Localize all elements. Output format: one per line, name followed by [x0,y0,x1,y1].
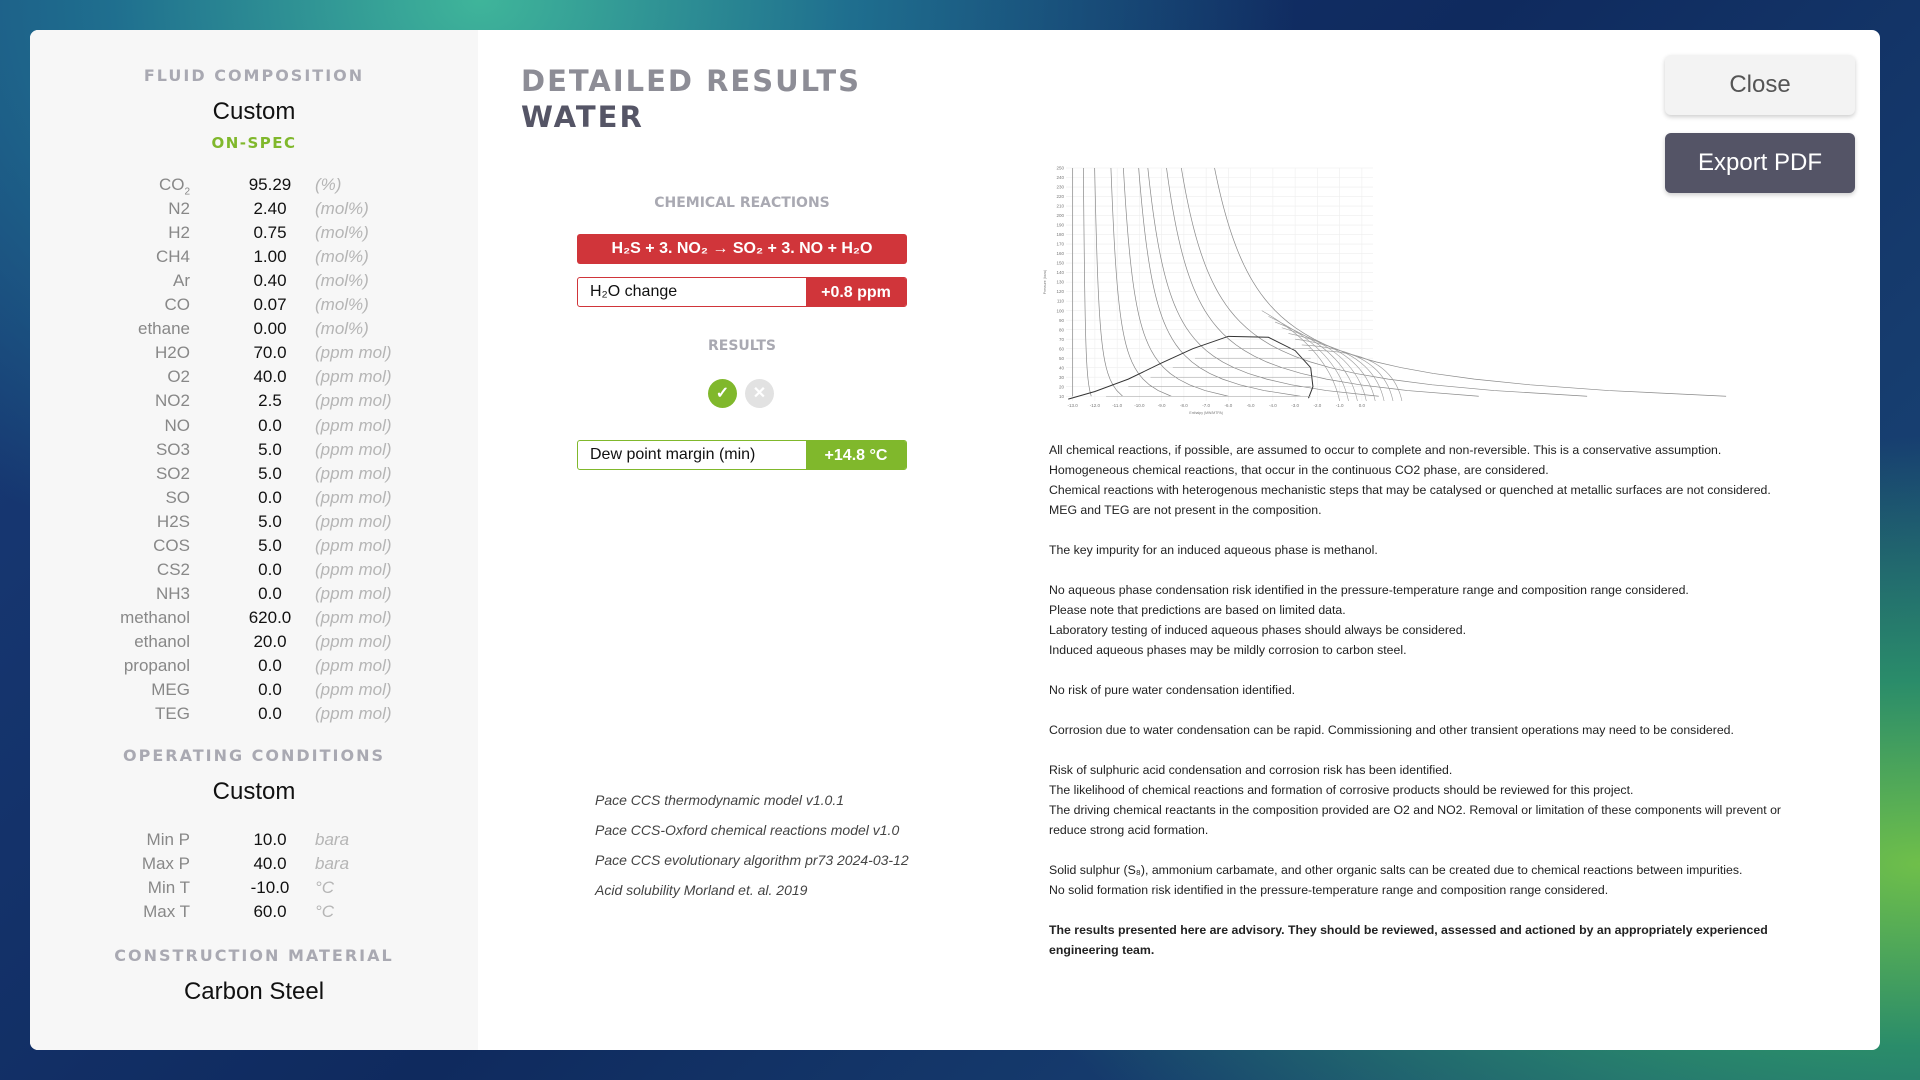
x-tick-label: -3.0 [1291,403,1300,408]
component-name: H2S [156,511,190,531]
y-tick-label: 80 [1058,327,1064,333]
component-label [165,416,191,436]
note-line: Chemical reactions with heterogenous mechanistic steps that may be catalysed or quenched at metallic surfaces are not considered. [1049,483,1771,497]
component-unit: (ppm mol) [315,391,392,411]
condition-label: Max T [143,902,190,922]
note-line: Induced aqueous phases may be mildly corrosion to carbon steel. [1049,643,1407,657]
component-value: 620.0 [248,607,292,627]
y-tick-label: 70 [1058,336,1064,342]
component-unit: (ppm mol) [315,559,392,579]
component-name: TEG [155,704,190,724]
component-name: O2 [167,367,190,387]
component-name: ethane [138,319,190,339]
component-unit: (ppm mol) [315,463,392,483]
component-name: propanol [123,656,190,675]
y-tick-label: 40 [1058,365,1064,371]
note-line: Homogeneous chemical reactions, that occur in the continuous CO2 phase, are considered. [1049,463,1549,477]
dew-point-row [577,440,907,470]
component-unit: (ppm mol) [315,343,392,363]
composition-row [30,560,478,584]
component-unit: (mol%) [315,295,369,315]
note-line: Corrosion due to water condensation can be rapid. Commissioning and other transient operations may need to be considered. [1049,723,1734,737]
component-name: MEG [151,680,190,700]
component-value: 0.0 [258,656,282,675]
composition-row [30,488,478,512]
x-tick-label: -4.0 [1269,403,1277,408]
component-value: 40.0 [253,367,287,387]
y-tick-label: 190 [1056,222,1064,228]
subscript: 2 [184,186,190,198]
component-name: ethanol [134,631,190,651]
inputs-panel [30,30,478,1050]
page-title: DETAILED RESULTS [521,64,862,98]
component-unit: (ppm mol) [315,607,392,627]
note-line: Risk of sulphuric acid condensation and corrosion risk has been identified. [1049,763,1453,777]
component-label [155,343,190,363]
component-value: 20.0 [253,631,287,651]
component-name: CS2 [156,559,190,579]
component-unit: (%) [315,175,342,194]
component-name: CH4 [155,247,190,267]
component-value: 2.5 [258,391,282,411]
y-tick-label: 140 [1056,270,1064,276]
component-label [124,656,190,676]
condition-value: 10.0 [253,830,287,849]
x-tick-label: -6.0 [1224,403,1233,408]
x-tick-label: -13.0 [1067,403,1078,408]
component-unit: (ppm mol) [315,511,392,531]
component-unit: (ppm mol) [315,367,392,387]
component-value: 70.0 [253,343,287,363]
component-value: 2.40 [253,199,287,219]
component-label [151,680,190,700]
composition-row [30,536,478,560]
component-unit: (ppm mol) [315,439,392,459]
note-line: MEG and TEG are not present in the composition. [1049,503,1322,517]
component-name: Ar [173,271,190,291]
y-tick-label: 130 [1056,279,1064,285]
y-tick-label: 200 [1056,213,1064,219]
reference: Pace CCS evolutionary algorithm pr73 2024-03-12 [595,852,909,868]
component-unit: (ppm mol) [315,535,392,555]
note-line [1049,840,1809,860]
component-value: 0.0 [258,680,282,700]
material-name: Carbon Steel [183,978,325,1005]
fail-cross-icon: ✕ [745,379,774,408]
component-label [120,608,190,628]
operating-name: Custom [212,778,296,805]
component-unit: (ppm mol) [315,704,392,724]
component-name: H2 [168,223,190,243]
y-tick-label: 150 [1056,260,1064,266]
component-unit: (ppm mol) [315,631,392,651]
condition-unit: °C [315,902,335,922]
component-label [159,175,190,197]
component-value: 0.0 [258,415,282,435]
note-line [1049,520,1809,540]
component-label [157,560,190,580]
x-tick-label: -7.0 [1202,403,1211,408]
reference: Acid solubility Morland et. al. 2019 [595,882,808,898]
note-line [1049,740,1809,760]
x-tick-label: -8.0 [1180,403,1188,408]
composition-row [30,367,478,391]
note-line: Please note that predictions are based on limited data. [1049,603,1346,617]
y-tick-label: 250 [1056,165,1064,171]
disclaimer: The results presented here are advisory. They should be reviewed, assessed and actioned by an appropriately experienced engineering team. [1049,923,1768,957]
note-line: No solid formation risk identified in the pressure-temperature range and composition range considered. [1049,883,1609,897]
note-line: Laboratory testing of induced aqueous phases should always be considered. [1049,623,1467,637]
export-pdf-button[interactable]: Export PDF [1665,133,1855,193]
component-unit: (mol%) [315,319,369,339]
composition-row [30,271,478,295]
y-tick-label: 110 [1056,298,1064,304]
h2o-change-label: H₂O change [590,283,678,300]
spec-status-badge: ON-SPEC [211,134,297,152]
component-value: 0.07 [253,295,287,315]
fluid-name: Custom [212,98,296,125]
condition-row [30,878,478,902]
composition-row [30,247,478,271]
component-value: 5.0 [258,463,282,483]
y-tick-label: 120 [1056,289,1064,295]
component-value: 0.0 [258,704,282,724]
component-value: 0.0 [258,559,282,579]
note-line [1049,660,1809,680]
close-button[interactable]: Close [1665,55,1855,115]
note-line: The driving chemical reactants in the composition provided are O2 and NO2. Removal or limitation of these components will prevent or reduce strong acid formation. [1049,803,1782,837]
component-label [156,464,190,484]
note-line [1049,700,1809,720]
component-name: methanol [120,607,190,627]
component-name: SO [165,487,190,507]
composition-row [30,680,478,704]
note-line: Solid sulphur (S₈), ammonium carbamate, and other organic salts can be created due to chemical reactions between impurities. [1049,863,1743,877]
isochore-line [1262,311,1340,401]
condition-label: Max P [141,854,190,874]
note-line [1049,560,1809,580]
y-tick-label: 100 [1056,308,1064,314]
component-value: 0.00 [253,319,287,339]
reaction-equation: H₂S + 3. NO₂ → SO₂ + 3. NO + H₂O [577,234,907,264]
construction-material-heading: CONSTRUCTION MATERIAL [114,946,394,965]
x-tick-label: -12.0 [1089,403,1101,408]
chemical-reactions-heading: CHEMICAL REACTIONS [654,195,830,211]
y-tick-label: 10 [1058,393,1064,399]
component-label [173,271,190,291]
condition-value: 60.0 [253,902,287,922]
composition-row [30,512,478,536]
y-tick-label: 30 [1058,374,1064,380]
component-unit: (mol%) [315,271,369,291]
y-tick-label: 220 [1056,194,1064,200]
x-axis-label: Enthalpy (MW/MTPA) [1189,411,1223,415]
x-tick-label: -9.0 [1157,403,1166,408]
y-tick-label: 160 [1056,251,1064,257]
x-tick-label: -5.0 [1246,403,1255,408]
composition-row [30,416,478,440]
component-label [167,367,190,387]
isochore-line [1268,316,1348,401]
composition-row [30,199,478,223]
condition-unit: bara [315,830,350,849]
condition-unit: bara [315,854,350,874]
results-heading: RESULTS [707,338,777,354]
component-unit: (ppm mol) [315,583,392,603]
y-tick-label: 90 [1058,317,1064,323]
component-name: N2 [168,199,190,219]
note-line: All chemical reactions, if possible, are assumed to occur to complete and non-reversible. This is a conservative assumption. [1049,443,1722,457]
page-subtitle: WATER [521,100,644,134]
component-value: 95.29 [248,175,292,194]
component-label [138,319,190,339]
component-name: CO [164,295,190,315]
condition-unit: °C [315,878,335,898]
composition-row [30,608,478,632]
fluid-composition-heading: FLUID COMPOSITION [143,66,365,85]
component-label [156,247,190,267]
component-name: CO [158,175,185,194]
component-label [155,391,190,411]
composition-row [30,704,478,728]
component-name: NO [164,415,190,435]
y-tick-label: 20 [1058,384,1064,390]
condition-value: 40.0 [253,854,287,874]
y-tick-label: 210 [1056,203,1064,209]
component-label [165,295,191,315]
component-unit: (mol%) [315,247,369,267]
component-label [168,199,190,219]
y-tick-label: 50 [1058,355,1064,361]
composition-row [30,295,478,319]
composition-row [30,391,478,415]
component-value: 0.40 [253,271,287,291]
component-label [134,632,190,652]
x-tick-label: -1.0 [1335,403,1344,408]
component-label [156,440,190,460]
component-unit: (mol%) [315,223,369,243]
dew-point-label: Dew point margin (min) [590,446,756,463]
composition-row [30,632,478,656]
composition-row [30,464,478,488]
reference: Pace CCS thermodynamic model v1.0.1 [595,792,844,808]
y-tick-label: 60 [1058,346,1064,352]
condition-value: -10.0 [250,878,290,898]
component-value: 0.0 [258,487,282,507]
x-tick-label: -2.0 [1313,403,1322,408]
component-unit: (ppm mol) [315,487,392,507]
component-label [165,488,190,508]
condition-row [30,830,478,854]
y-tick-label: 170 [1056,241,1064,247]
component-label [156,584,190,604]
composition-row [30,175,478,199]
component-label [157,512,190,532]
y-axis-label: Pressure (bara) [1043,269,1047,295]
component-value: 0.75 [253,223,287,243]
condition-label: Min P [146,830,190,849]
dew-point-value: +14.8 °C [806,441,906,469]
x-tick-label: -10.0 [1134,403,1145,408]
component-value: 5.0 [258,535,282,555]
component-value: 5.0 [258,511,282,531]
component-label [168,223,190,243]
component-unit: (ppm mol) [315,680,392,700]
h2o-change-row [577,277,907,307]
h2o-change-value: +0.8 ppm [806,278,906,306]
condition-row [30,902,478,926]
composition-row [30,440,478,464]
composition-row [30,223,478,247]
detailed-results-modal [30,30,1880,1050]
note-line: The key impurity for an induced aqueous phase is methanol. [1049,543,1378,557]
component-value: 1.00 [253,247,287,267]
note-line: No risk of pure water condensation identified. [1049,683,1296,697]
composition-row [30,584,478,608]
component-name: NO2 [155,391,190,411]
note-line [1049,900,1809,920]
y-tick-label: 240 [1056,175,1064,181]
component-name: SO2 [155,463,190,483]
component-unit: (ppm mol) [315,415,392,435]
condition-row [30,854,478,878]
note-line: The likelihood of chemical reactions and formation of corrosive products should be reviewed for this project. [1049,783,1634,797]
component-label [153,536,190,556]
component-name: COS [153,535,190,555]
x-tick-label: 0.0 [1358,403,1366,408]
pressure-enthalpy-chart [1043,165,1378,415]
component-label [155,704,190,724]
note-line: No aqueous phase condensation risk identified in the pressure-temperature range and composition range considered. [1049,583,1689,597]
reference: Pace CCS-Oxford chemical reactions model v1.0 [595,822,900,838]
component-value: 5.0 [258,439,282,459]
condition-label: Min T [147,878,190,898]
y-tick-label: 180 [1056,232,1064,238]
component-name: H2O [155,343,190,363]
composition-row [30,656,478,680]
component-name: NH3 [155,583,190,603]
operating-conditions-heading: OPERATING CONDITIONS [122,746,386,765]
component-name: SO3 [155,439,190,459]
component-unit: (mol%) [315,199,369,219]
y-tick-label: 230 [1056,184,1064,190]
results-notes [1049,440,1809,960]
component-value: 0.0 [258,583,282,603]
component-unit: (ppm mol) [315,656,392,675]
pass-check-icon: ✓ [708,379,737,408]
composition-row [30,343,478,367]
composition-row [30,319,478,343]
x-tick-label: -11.0 [1112,403,1123,408]
